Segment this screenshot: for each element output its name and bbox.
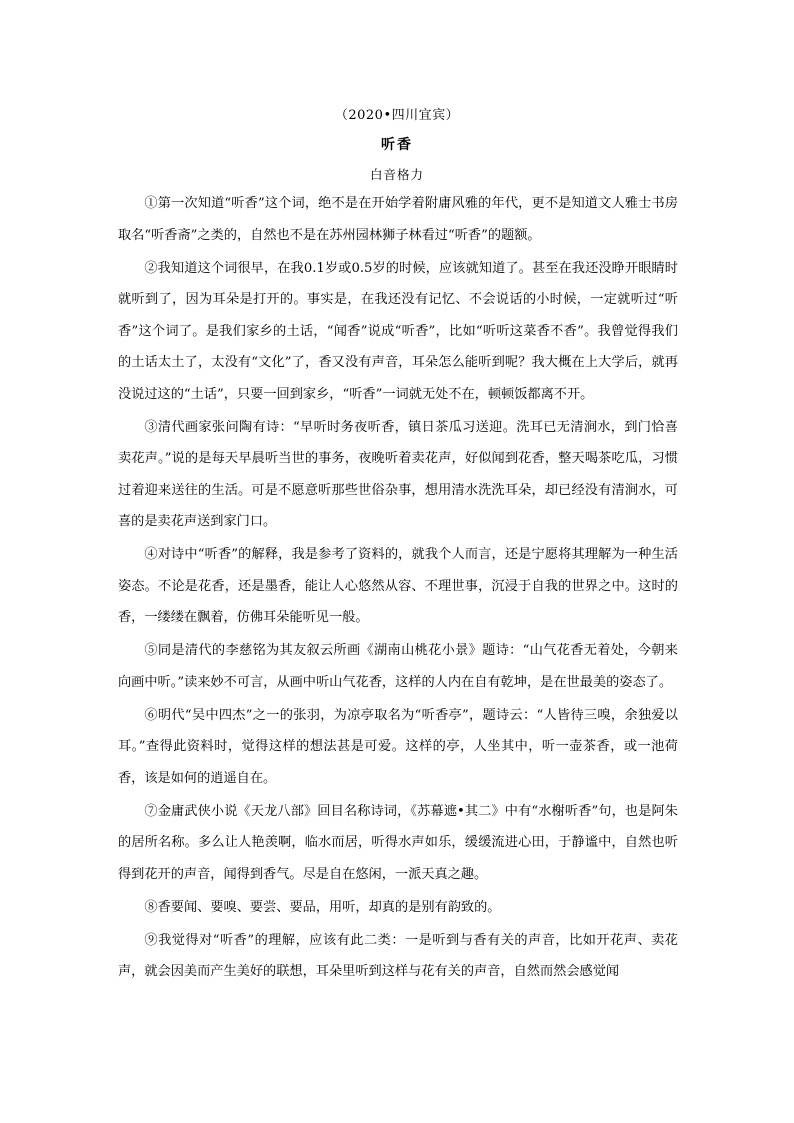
paragraph-2: ②我知道这个词很早，在我0.1岁或0.5岁的时候，应该就知道了。甚至在我还没睁开眼睛时就听到了，因为耳朵是打开的。事实是，在我还没有记忆、不会说话的小时候，一定就听过“听香”这个词了。是我们家乡的土话，“闻香”说成“听香”，比如“听听这菜香不香”。我曾觉得我们的土话太土了，太没有“文化”了，香又没有声音，耳朵怎么能听到呢？我大概在上大学后，就再没说过这的“土话”，只要一回到家乡，“听香”一词就无处不在，顿顿饭都离不开。	[118, 260, 678, 402]
paragraph-7: ⑦金庸武侠小说《天龙八部》回目名称诗词，《苏幕遮•其二》中有“水榭听香”句，也是阿朱的居所名称。多么让人艳羡啊，临水而居，听得水声如乐，缓缓流进心田，于静谧中，自然也听得到花开的声音，闻得到香气。尽是自在悠闲，一派天真之趣。	[118, 803, 678, 882]
author-name: 白音格力	[369, 167, 424, 182]
paragraph-8: ⑧香要闻、要嗅、要尝、要品，用听，却真的是别有韵致的。	[144, 899, 501, 915]
paragraph-4: ④对诗中“听香”的解释，我是参考了资料的，就我个人而言，还是宁愿将其理解为一种生活姿态。不论是花香，还是墨香，能让人心悠然从容、不理世事，沉浸于自我的世界之中。这时的香，一缕缕在飘着，仿佛耳朵能听见一般。	[118, 547, 678, 625]
paragraph-1: ①第一次知道“听香”这个词，绝不是在开始学着附庸风雅的年代，更不是知道文人雅士书房取名“听香斋”之类的，自然也不是在苏州园林狮子林看过“听香”的题额。	[118, 196, 678, 243]
source-note: （2020•四川宜宾）	[334, 108, 460, 123]
paragraph-5: ⑤同是清代的李慈铭为其友叙云所画《湖南山桃花小景》题诗：“山气花香无着处，今朝来向画中听。”读来妙不可言，从画中听山气花香，这样的人内在自有乾坤，是在世最美的姿态了。	[118, 643, 678, 690]
article-title: 听香	[381, 137, 413, 153]
article-body	[118, 188, 678, 989]
paragraph-9: ⑨我觉得对“听香”的理解，应该有此二类：一是听到与香有关的声音，比如开花声、卖花声，就会因美而产生美好的联想，耳朵里听到这样与花有关的声音，自然而然会感觉闻	[118, 932, 678, 979]
paragraph-6: ⑥明代“吴中四杰”之一的张羽，为凉亭取名为“听香亭”，题诗云：“人皆待三嗅，余独爱以耳。”查得此资料时，觉得这样的想法甚是可爱。这样的亭，人坐其中，听一壶茶香，或一池荷香，该是如何的逍遥自在。	[118, 707, 678, 786]
paragraph-3: ③清代画家张问陶有诗：“早听时务夜听香，镇日茶瓜习送迎。洗耳已无清涧水，到门恰喜卖花声。”说的是每天早晨听当世的事务，夜晚听着卖花声，好似闻到花香，整天喝茶吃瓜，习惯过着迎来送往的生活。可是不愿意听那些世俗杂事，想用清水洗洗耳朵，却已经没有清涧水，可喜的是卖花声送到家门口。	[118, 419, 678, 529]
